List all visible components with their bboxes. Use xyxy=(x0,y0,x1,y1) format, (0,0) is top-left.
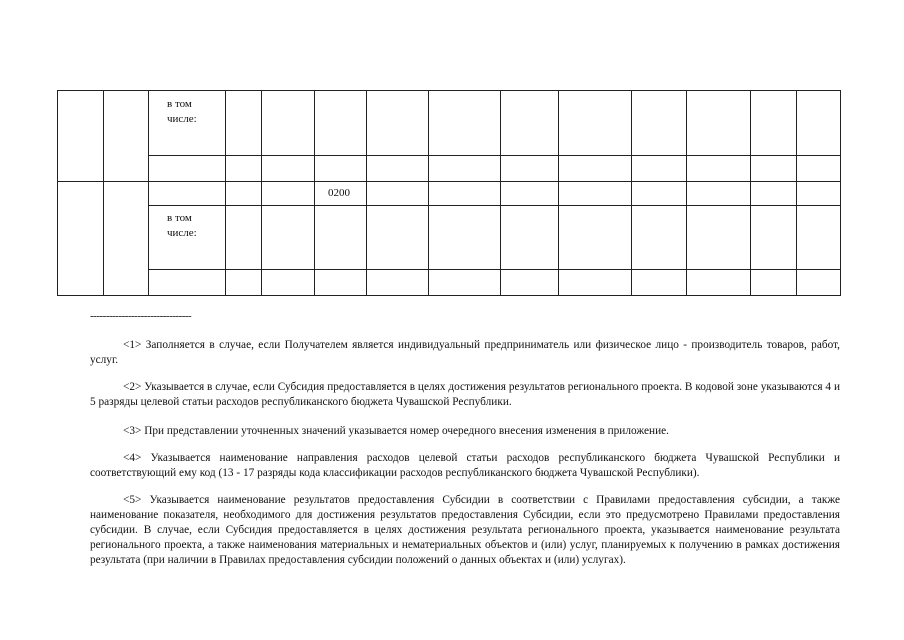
footnote-3: <3> При представлении уточненных значений указывается номер очередного внесения изменения в приложение. xyxy=(123,425,669,437)
footnote-2: <2> Указывается в случае, если Субсидия предоставляется в целях достижения результатов регионального проекта. В кодовой зоне указываются 4 и 5 разряды целевой статьи расходов республиканского бюджета Чувашской Республики. xyxy=(90,381,840,408)
cell-including-label-2: в том числе: xyxy=(167,212,197,239)
table-vline xyxy=(428,90,429,296)
table-hline xyxy=(148,155,841,156)
footnote-5: <5> Указывается наименование результатов предоставления Субсидии в соответствии с Правилами предоставления субсидии, а также наименование показателя, необходимого для достижения результатов предоставления Субсидии, если это предусмотрено Правилами предоставления субсидии. В случае, если Субсидия предоставляется в целях достижения результата регионального проекта, указывается наименование результата регионального проекта, а также наименования материальных и нематериальных объектов и (или) услуг, планируемых к получению в рамках достижения результата (при наличии в Правилах предоставления субсидии положений о данных объектах и (или) услугах). xyxy=(90,494,840,566)
table-vline xyxy=(558,90,559,296)
footnote-4: <4> Указывается наименование направления расходов целевой статьи расходов республиканского бюджета Чувашской Республики и соответствующий ему код (13 - 17 разряды кода классификации расходов республиканского бюджета Чувашской Республики). xyxy=(90,452,840,479)
footnote-separator: -------------------------------- xyxy=(90,310,192,322)
table-vline xyxy=(840,90,841,296)
cell-code: 0200 xyxy=(328,187,350,199)
table-vline xyxy=(686,90,687,296)
table-vline xyxy=(314,90,315,296)
table-vline xyxy=(631,90,632,296)
cell-including-label-1: в том числе: xyxy=(167,98,197,125)
table-hline xyxy=(57,181,841,182)
table-hline xyxy=(148,205,841,206)
table-hline xyxy=(148,269,841,270)
footnote-1: <1> Заполняется в случае, если Получателем является индивидуальный предприниматель или физическое лицо - производитель товаров, работ, услуг. xyxy=(90,339,840,366)
table-vline xyxy=(261,90,262,296)
table-vline xyxy=(796,90,797,296)
table-vline xyxy=(57,90,58,296)
table-vline xyxy=(366,90,367,296)
table-vline xyxy=(500,90,501,296)
table-hline xyxy=(57,295,841,296)
table-vline xyxy=(750,90,751,296)
table-vline xyxy=(103,90,104,296)
table-vline xyxy=(148,90,149,296)
table-hline xyxy=(57,90,841,91)
table-vline xyxy=(225,90,226,296)
